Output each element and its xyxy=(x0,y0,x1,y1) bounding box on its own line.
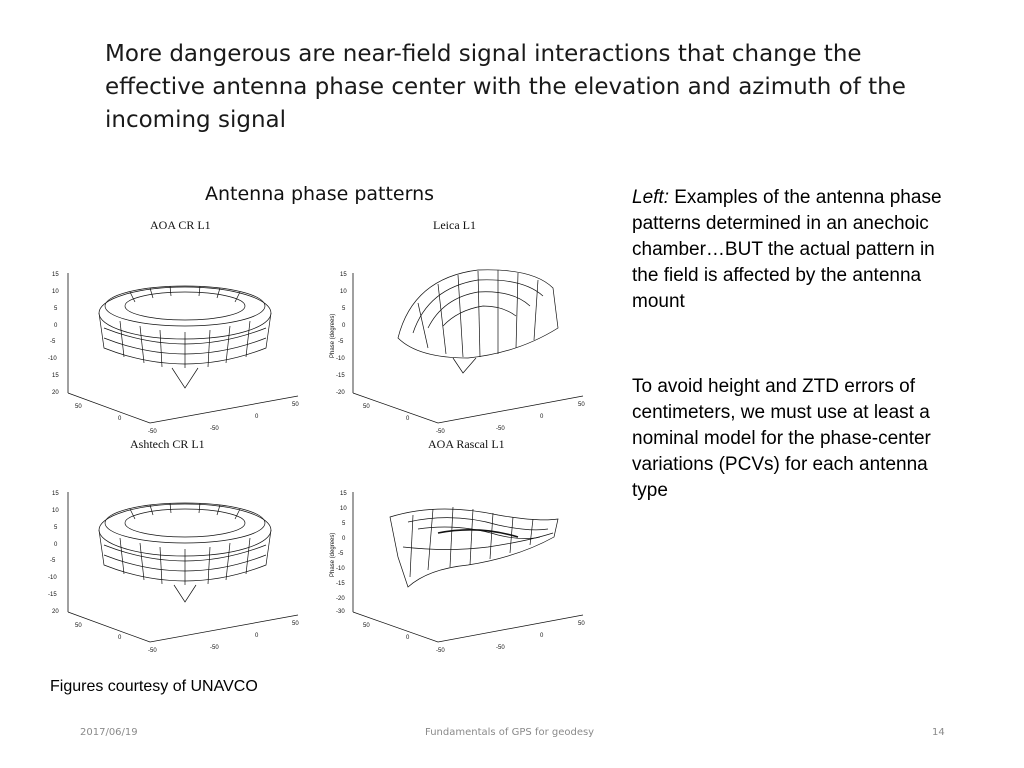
phase-surface xyxy=(398,270,558,373)
axis-tick: 0 xyxy=(406,416,410,422)
axis-tick: 0 xyxy=(255,414,259,420)
y-tick: 5 xyxy=(342,306,346,312)
phase-surface xyxy=(99,503,271,602)
plot-title: Ashtech CR L1 xyxy=(130,437,205,451)
footer-course: Fundamentals of GPS for geodesy xyxy=(425,727,595,738)
axis-tick: -50 xyxy=(496,645,505,651)
phase-pattern-figure xyxy=(40,218,315,443)
axis-tick: 50 xyxy=(292,621,299,627)
phase-surface xyxy=(390,507,558,587)
figure-credit: Figures courtesy of UNAVCO xyxy=(50,678,258,695)
base-axes xyxy=(353,393,583,423)
y-ticks xyxy=(48,491,59,615)
footer-date: 2017/06/19 xyxy=(80,727,138,738)
y-axis-label: Phase (degrees) xyxy=(330,313,336,358)
y-tick: -20 xyxy=(336,596,345,602)
axis-tick: 0 xyxy=(540,633,544,639)
axis-tick: 50 xyxy=(75,623,82,629)
axis-tick: -50 xyxy=(148,648,157,654)
axis-tick: -50 xyxy=(436,648,445,654)
axis-tick: 50 xyxy=(292,402,299,408)
y-tick: -5 xyxy=(50,558,56,564)
y-tick: 15 xyxy=(52,491,59,497)
y-tick: 20 xyxy=(52,390,59,396)
y-tick: -10 xyxy=(48,575,57,581)
phase-plot-aoa-rascal-l1 xyxy=(318,437,593,662)
y-tick: 5 xyxy=(54,306,58,312)
y-tick: 0 xyxy=(54,323,58,329)
y-tick: -15 xyxy=(336,581,345,587)
plot-title: AOA Rascal L1 xyxy=(428,437,505,451)
axis-tick: 50 xyxy=(363,623,370,629)
y-tick: 15 xyxy=(340,272,347,278)
pcv-model-note: To avoid height and ZTD errors of centimeters, we must use at least a nominal model for the phase-center variations (PCVs) for each antenna type xyxy=(632,376,931,501)
axis-tick: -50 xyxy=(148,429,157,435)
axis-tick: 0 xyxy=(255,633,259,639)
phase-surface xyxy=(99,286,271,388)
y-tick: -30 xyxy=(336,609,345,615)
base-ticks xyxy=(363,402,585,435)
y-tick: 15 xyxy=(52,272,59,278)
axis-tick: -50 xyxy=(496,426,505,432)
axis-tick: 50 xyxy=(363,404,370,410)
axis-tick: 0 xyxy=(118,635,122,641)
y-tick: 0 xyxy=(54,542,58,548)
y-tick: 20 xyxy=(52,609,59,615)
axis-tick: 50 xyxy=(578,402,585,408)
phase-pattern-figure xyxy=(40,437,315,662)
axis-tick: -50 xyxy=(210,426,219,432)
y-tick: -5 xyxy=(50,339,56,345)
phase-plot-aoa-cr-l1 xyxy=(40,218,315,443)
description-text: Examples of the antenna phase patterns determined in an anechoic chamber…BUT the actual pattern in the field is affected by the antenna mount xyxy=(632,187,942,312)
y-tick: 15 xyxy=(52,373,59,379)
slide-title: More dangerous are near-field signal interactions that change the effective antenna phase center with the elevation and azimuth of the incoming signal xyxy=(105,41,906,133)
axis-tick: -50 xyxy=(210,645,219,651)
y-tick: -15 xyxy=(48,592,57,598)
y-ticks xyxy=(48,272,59,396)
phase-pattern-description xyxy=(632,185,962,315)
y-tick: 10 xyxy=(52,508,59,514)
y-tick: -10 xyxy=(48,356,57,362)
y-ticks xyxy=(336,272,347,396)
y-tick: 0 xyxy=(342,536,346,542)
y-tick: -5 xyxy=(338,551,344,557)
y-tick: -5 xyxy=(338,339,344,345)
phase-plot-leica-l1 xyxy=(318,218,593,443)
lead-label: Left: xyxy=(632,187,669,208)
figure-heading: Antenna phase patterns xyxy=(205,183,435,205)
y-tick: -10 xyxy=(336,356,345,362)
plot-title: Leica L1 xyxy=(433,218,476,232)
base-ticks xyxy=(363,621,585,654)
axis-tick: 0 xyxy=(118,416,122,422)
base-axes xyxy=(353,612,583,642)
base-ticks xyxy=(75,621,299,654)
plot-title: AOA CR L1 xyxy=(150,218,211,232)
phase-pattern-figure xyxy=(318,437,593,662)
y-axis-label: Phase (degrees) xyxy=(330,532,336,577)
y-tick: 0 xyxy=(342,323,346,329)
y-tick: 10 xyxy=(52,289,59,295)
y-tick: 10 xyxy=(340,289,347,295)
phase-plot-ashtech-cr-l1 xyxy=(40,437,315,662)
axis-tick: -50 xyxy=(436,429,445,435)
y-tick: 15 xyxy=(340,491,347,497)
y-ticks xyxy=(336,491,347,615)
base-axes xyxy=(68,393,298,423)
y-tick: 5 xyxy=(54,525,58,531)
phase-pattern-figure xyxy=(318,218,593,443)
axis-tick: 0 xyxy=(540,414,544,420)
axis-tick: 0 xyxy=(406,635,410,641)
footer-page-number: 14 xyxy=(932,727,945,738)
y-tick: 5 xyxy=(342,521,346,527)
base-axes xyxy=(68,612,298,642)
y-tick: -10 xyxy=(336,566,345,572)
y-tick: -15 xyxy=(336,373,345,379)
axis-tick: 50 xyxy=(75,404,82,410)
axis-tick: 50 xyxy=(578,621,585,627)
y-tick: -20 xyxy=(336,390,345,396)
base-ticks xyxy=(75,402,299,435)
y-tick: 10 xyxy=(340,506,347,512)
